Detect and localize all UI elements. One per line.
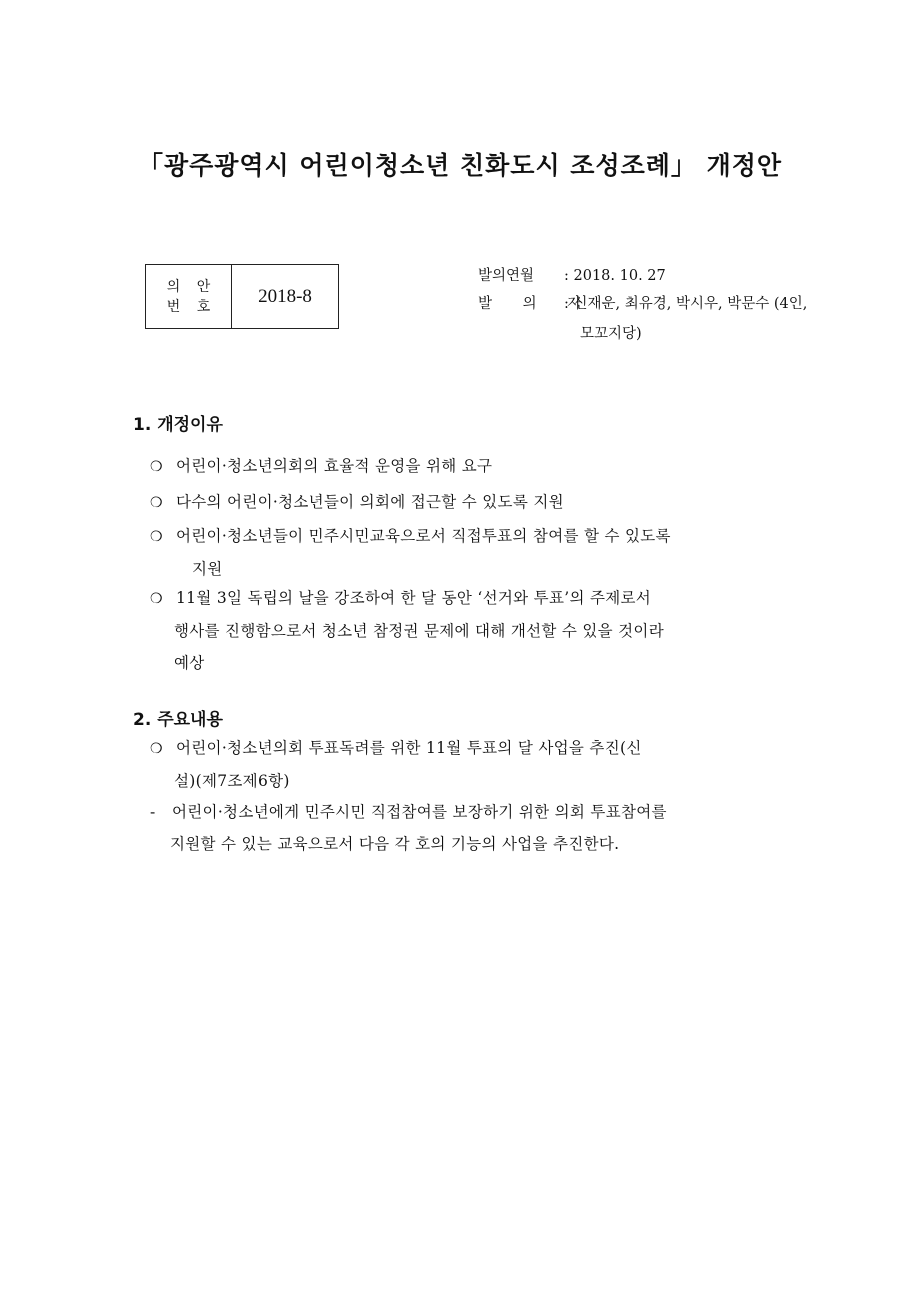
proposer-row — [478, 290, 807, 318]
contents-item-1 — [150, 732, 800, 797]
proposal-date-key: 발의연월 — [478, 268, 535, 284]
proposal-meta — [478, 262, 807, 348]
reason-item-text: 11월 3일 독립의 날을 강조하여 한 달 동안 ‘선거와 투표’의 주제로서 — [176, 589, 652, 607]
document-title: 「광주광역시 어린이청소년 친화도시 조성조례」 개정안 — [137, 151, 783, 180]
section-heading-reason: 1. 개정이유 — [133, 415, 223, 435]
proposer-continued: 모꼬지당) — [580, 326, 642, 342]
bill-number-value: 2018-8 — [258, 285, 312, 307]
circle-bullet-icon: ❍ — [150, 741, 163, 757]
reason-item-continued: 행사를 진행함으로서 청소년 참정권 문제에 대해 개선할 수 있을 것이라 — [174, 622, 664, 640]
proposal-date-value: : 2018. 10. 27 — [564, 268, 666, 284]
bill-number-table — [145, 264, 339, 329]
proposal-date-row — [478, 262, 807, 290]
circle-bullet-icon: ❍ — [150, 591, 163, 607]
circle-bullet-icon: ❍ — [150, 495, 163, 511]
bill-label-line2: 번 호 — [166, 298, 217, 315]
contents-item-continued: 설)(제7조제6항) — [174, 772, 290, 790]
dash-item-text: 어린이·청소년에게 민주시민 직접참여를 보장하기 위한 의회 투표참여를 — [172, 803, 667, 821]
reason-item-2 — [150, 486, 800, 519]
bill-number-label — [146, 265, 232, 328]
dash-item-continued: 지원할 수 있는 교육으로서 다음 각 호의 기능의 사업을 추진한다. — [170, 835, 620, 853]
reason-item-continued: 예상 — [174, 654, 205, 672]
contents-item-text: 어린이·청소년의회 투표독려를 위한 11월 투표의 달 사업을 추진(신 — [176, 739, 642, 757]
reason-item-continued: 지원 — [192, 560, 223, 578]
reason-item-text: 어린이·청소년의회의 효율적 운영을 위해 요구 — [176, 457, 493, 475]
reason-item-4 — [150, 582, 800, 679]
reason-item-text: 어린이·청소년들이 민주시민교육으로서 직접투표의 참여를 할 수 있도록 — [176, 527, 671, 545]
section-heading-contents: 2. 주요내용 — [133, 710, 223, 730]
reason-item-1 — [150, 450, 800, 483]
contents-dash-item — [150, 796, 667, 860]
bill-label-line1: 의 안 — [166, 278, 217, 295]
reason-item-text: 다수의 어린이·청소년들이 의회에 접근할 수 있도록 지원 — [176, 493, 564, 511]
proposer-value: : 신재운, 최유경, 박시우, 박문수 (4인, — [564, 296, 808, 312]
circle-bullet-icon: ❍ — [150, 459, 163, 475]
circle-bullet-icon: ❍ — [150, 529, 163, 545]
proposer-key: 발 의 자 — [478, 296, 595, 312]
reason-item-3 — [150, 520, 800, 585]
dash-bullet-icon: - — [150, 803, 156, 821]
